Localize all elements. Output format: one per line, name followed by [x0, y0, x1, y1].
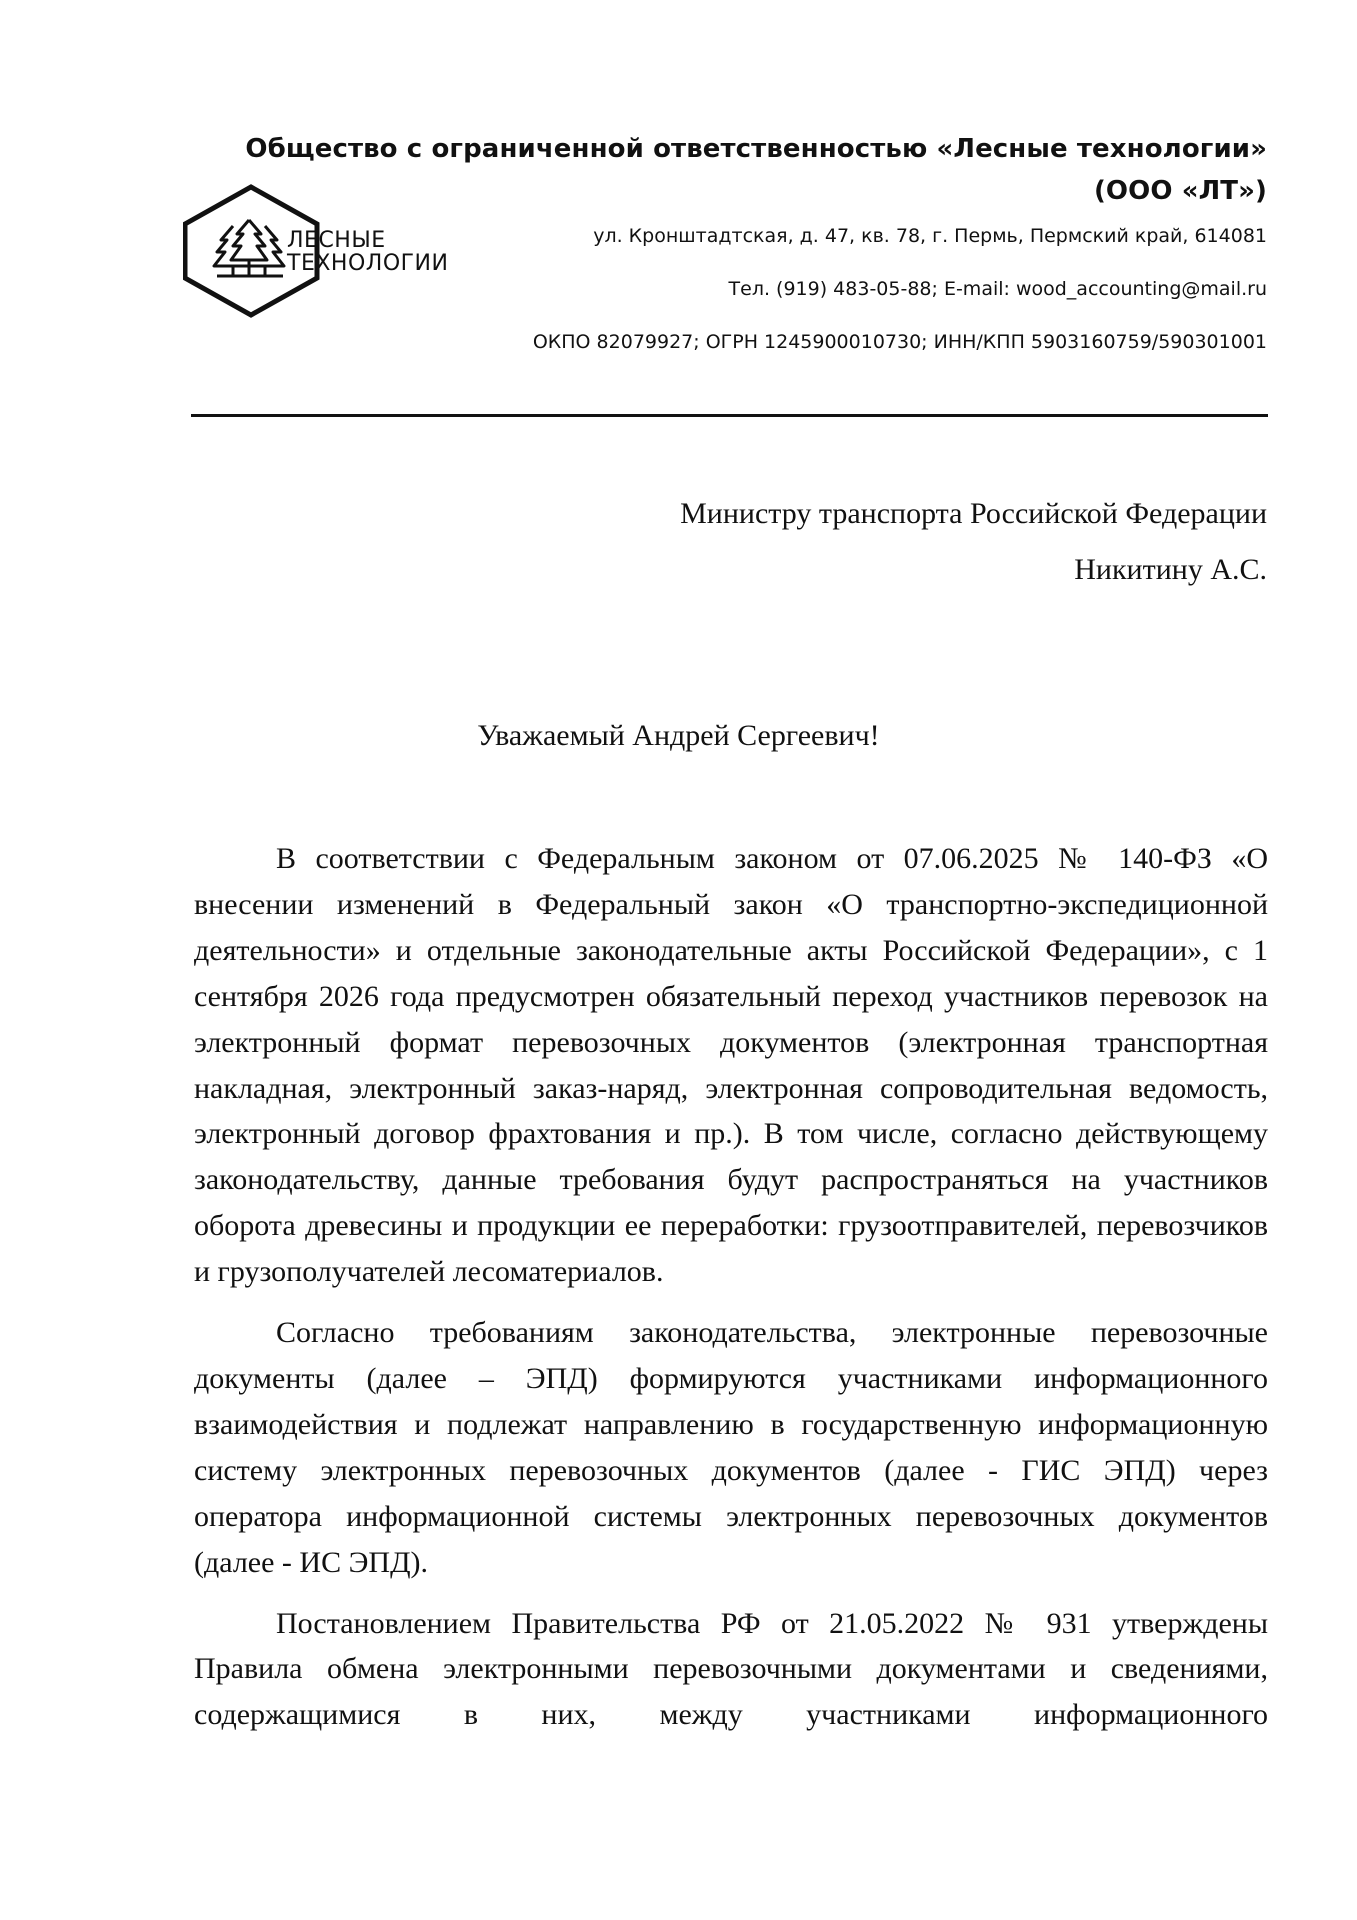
greeting: Уважаемый Андрей Сергеевич!	[477, 719, 880, 752]
addressee-name: Никитину А.С.	[1074, 553, 1267, 586]
addressee-position: Министру транспорта Российской Федерации	[680, 497, 1267, 530]
body-paragraph: В соответствии с Федеральным законом от 07.06.2025 № 140-ФЗ «О внесении изменений в Федеральный закон «О транспортно-экспедиционной деятельности» и отдельные законодательные акты Российской Федерации», с 1 сентября 2026 года предусмотрен обязательный переход участников перевозок на электронный формат перевозочных документов (электронная транспортная накладная, электронный заказ-наряд, электронная сопроводительная ведомость, электронный договор фрахтования и пр.). В том числе, согласно действующему законодательству, данные требования будут распространяться на участников оборота древесины и продукции ее переработки: грузоотправителей, перевозчиков и грузополучателей лесоматериалов.	[194, 842, 1268, 1289]
body-paragraph: Постановлением Правительства РФ от 21.05.2022 № 931 утверждены Правила обмена электронными перевозочными документами и сведениями, содержащимися в них, между участниками информационного	[194, 1606, 1268, 1732]
header-divider	[191, 414, 1268, 417]
letter-body	[194, 836, 1268, 1738]
company-registration-codes: ОКПО 82079927; ОГРН 1245900010730; ИНН/КПП 5903160759/590301001	[532, 331, 1267, 353]
logo-text-line1: ЛЕСНЫЕ	[287, 228, 386, 253]
body-paragraph: Согласно требованиям законодательства, электронные перевозочные документы (далее – ЭПД) формируются участниками информационного взаимодействия и подлежат направлению в государственную информационную систему электронных перевозочных документов (далее - ГИС ЭПД) через оператора информационной системы электронных перевозочных документов (далее - ИС ЭПД).	[194, 1316, 1268, 1579]
organization-name: Общество с ограниченной ответственностью «Лесные технологии»	[245, 134, 1267, 164]
addressee-block	[467, 486, 1267, 598]
logo-text-line2: ТЕХНОЛОГИИ	[287, 251, 449, 276]
organization-short-name: (ООО «ЛТ»)	[1093, 176, 1267, 206]
company-contacts: Тел. (919) 483-05-88; E-mail: wood_accounting@mail.ru	[728, 278, 1267, 300]
company-address: ул. Кронштадтская, д. 47, кв. 78, г. Пермь, Пермский край, 614081	[593, 225, 1267, 247]
